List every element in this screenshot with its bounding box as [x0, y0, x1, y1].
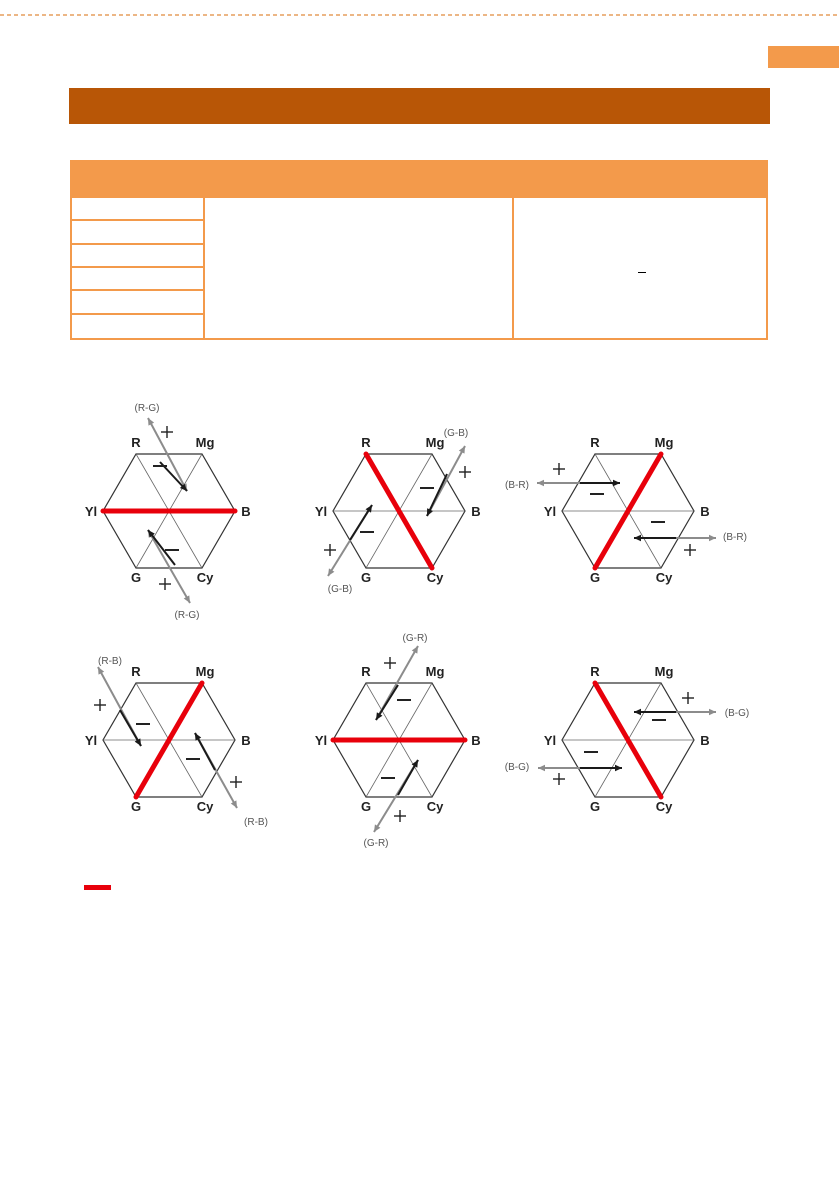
vertex-label-b: B — [700, 733, 710, 748]
vertex-label-b: B — [241, 733, 251, 748]
axis-label-upper: (R-G) — [134, 403, 160, 414]
axis-label-left: (B-R) — [505, 480, 529, 491]
axis-label-upper: (G-B) — [443, 428, 469, 439]
vertex-label-mg: Mg — [195, 435, 215, 450]
vertex-label-cy: Cy — [426, 799, 444, 814]
dashed-top-line — [0, 0, 839, 30]
vertex-label-cy: Cy — [196, 570, 214, 585]
grey-arrow-tail — [538, 765, 545, 771]
grey-arrow-tail — [709, 535, 716, 541]
axis-label-upper: (G-R) — [402, 633, 428, 644]
vertex-label-r: R — [361, 435, 371, 450]
page-corner-tab — [768, 46, 839, 68]
table-row — [72, 245, 203, 268]
hexagon-diagrams — [0, 380, 839, 870]
black-arrow-head — [615, 765, 622, 771]
axis-label-left: (B-G) — [504, 762, 530, 773]
vertex-label-cy: Cy — [655, 799, 673, 814]
vertex-label-mg: Mg — [654, 664, 674, 679]
vertex-label-b: B — [471, 504, 481, 519]
black-arrow-head — [613, 480, 620, 486]
black-arrow-head — [634, 535, 641, 541]
table-row — [72, 315, 203, 338]
vertex-label-yl: Yl — [543, 504, 557, 519]
vertex-label-b: B — [241, 504, 251, 519]
vertex-label-cy: Cy — [426, 570, 444, 585]
table-row — [72, 268, 203, 291]
vertex-label-g: G — [589, 570, 601, 585]
table-header — [70, 160, 768, 198]
table-body — [70, 198, 768, 340]
vertex-label-yl: Yl — [314, 733, 328, 748]
grey-arrow — [148, 530, 190, 603]
vertex-label-cy: Cy — [655, 570, 673, 585]
vertex-label-yl: Yl — [314, 504, 328, 519]
vertex-label-g: G — [130, 570, 142, 585]
axis-label-lower: (G-B) — [327, 584, 353, 595]
table-row — [72, 291, 203, 314]
table-middle-column — [205, 198, 514, 338]
vertex-label-r: R — [590, 435, 600, 450]
table-row — [72, 221, 203, 244]
section-title-bar — [69, 88, 770, 124]
black-arrow-head — [634, 709, 641, 715]
vertex-label-r: R — [361, 664, 371, 679]
vertex-label-yl: Yl — [84, 504, 98, 519]
table-row — [72, 198, 203, 221]
grey-arrow-tail — [709, 709, 716, 715]
vertex-label-mg: Mg — [195, 664, 215, 679]
axis-label-upper: (R-B) — [98, 656, 122, 667]
vertex-label-g: G — [360, 570, 372, 585]
vertex-label-mg: Mg — [425, 435, 445, 450]
vertex-label-g: G — [130, 799, 142, 814]
vertex-label-yl: Yl — [84, 733, 98, 748]
vertex-label-cy: Cy — [196, 799, 214, 814]
vertex-label-mg: Mg — [425, 664, 445, 679]
grey-arrow-tail — [537, 480, 544, 486]
vertex-label-r: R — [131, 664, 141, 679]
axis-label-right: (B-R) — [723, 532, 747, 543]
table-first-column — [72, 198, 205, 338]
vertex-label-r: R — [131, 435, 141, 450]
vertex-label-b: B — [471, 733, 481, 748]
axis-label-lower: (R-G) — [174, 610, 200, 621]
vertex-label-b: B — [700, 504, 710, 519]
vertex-label-yl: Yl — [543, 733, 557, 748]
vertex-label-g: G — [589, 799, 601, 814]
axis-label-right: (B-G) — [724, 708, 750, 719]
vertex-label-r: R — [590, 664, 600, 679]
table-minus-mark — [638, 272, 646, 273]
vertex-label-mg: Mg — [654, 435, 674, 450]
axis-label-lower: (R-B) — [244, 817, 268, 828]
axis-label-lower: (G-R) — [363, 838, 389, 849]
legend-red-swatch — [84, 885, 111, 890]
vertex-label-g: G — [360, 799, 372, 814]
